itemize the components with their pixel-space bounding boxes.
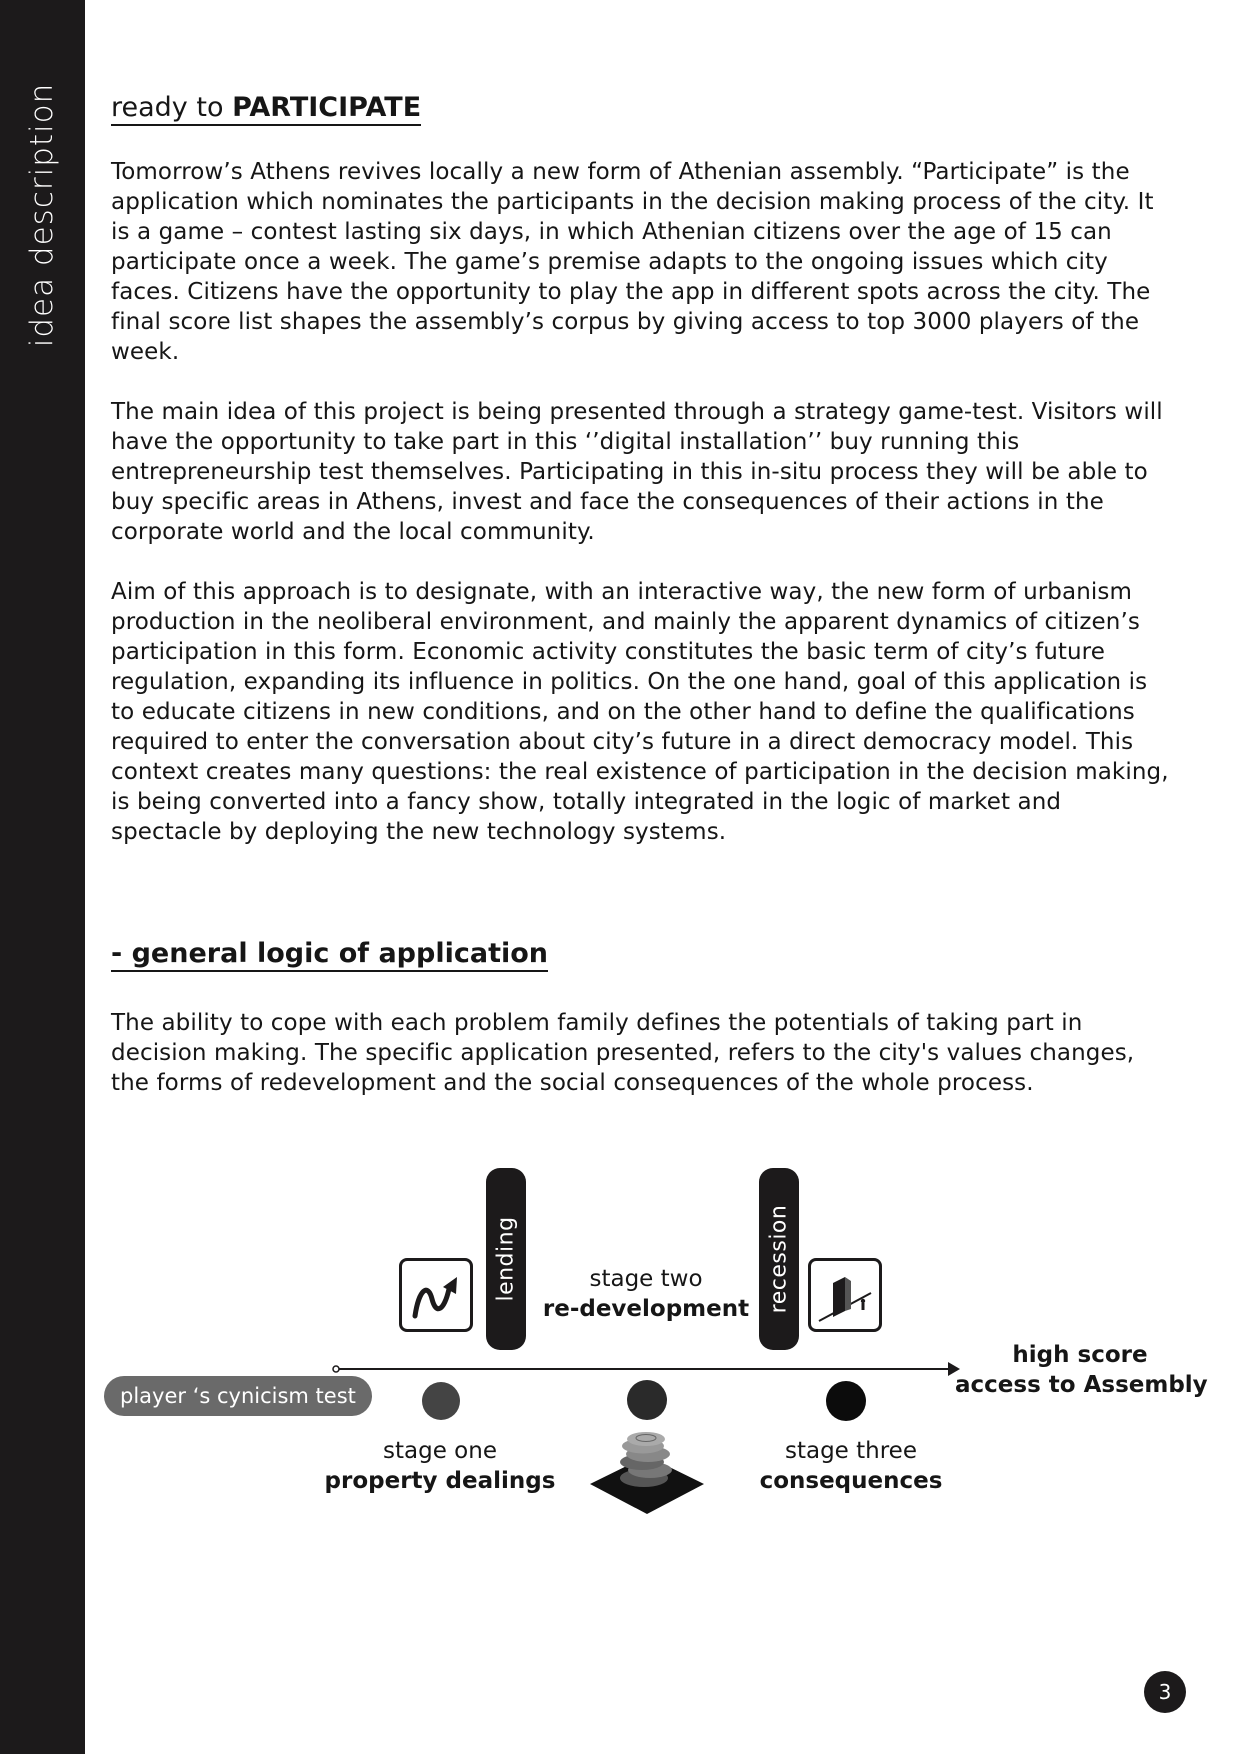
cynicism-test-label: player ‘s cynicism test (104, 1376, 372, 1416)
general-logic-paragraph: The ability to cope with each problem family defines the potentials of taking part in decision making. The specific application presented, refers to the city's values changes, the forms of redevelopment and the social consequences of the whole process. (111, 1010, 1135, 1096)
stage-one-text (320, 1436, 560, 1496)
aim-paragraph: Aim of this approach is to designate, with an interactive way, the new form of urbanism production in the neoliberal environment, and mainly the apparent dynamics of citizen’s participation in this form. Economic activity constitutes the basic term of city’s future regulation, expanding its influence in politics. On the one hand, goal of this application is to educate citizens in new conditions, and on the other hand to define the qualifications required to enter the conversation about city’s future in a direct democracy model. This context creates many questions: the real existence of participation in the decision making, is being converted into a fancy show, totally integrated in the logic of market and spectacle by deploying the new technology systems. (111, 579, 1169, 845)
sidebar-label: idea description (24, 82, 60, 348)
lending-pill (486, 1168, 526, 1350)
recession-label: recession (766, 1204, 792, 1314)
stage-three-subtitle: consequences (759, 1468, 943, 1494)
tower-and-person-icon (808, 1258, 882, 1332)
stage-one-title: stage one (383, 1438, 497, 1464)
stage-two-text (541, 1264, 751, 1324)
growth-curve-icon (399, 1258, 473, 1332)
intro-paragraph: Tomorrow’s Athens revives locally a new form of Athenian assembly. “Participate” is the application which nominates the participants in the decision making process of the city. It is a game – contest lasting six days, in which Athenian citizens over the age of 15 can participate once a week. The game’s premise adapts to the ongoing issues which city faces. Citizens have the opportunity to play the app in different spots across the city. The final score list shapes the assembly’s corpus by giving access to top 3000 players of the week. (111, 159, 1154, 365)
stage-three-dot (826, 1381, 866, 1421)
stage-three-text (751, 1436, 951, 1496)
main-idea-paragraph: The main idea of this project is being presented through a strategy game-test. Visitors will have the opportunity to take part in this ‘’digital installation’’ buy running this entrepreneurship test themselves. Participating in this in-situ process they will be able to buy specific areas in Athens, invest and face the consequences of their actions in the corporate world and the local community. (111, 399, 1163, 545)
goal-line-2: access to Assembly (955, 1372, 1208, 1398)
recession-pill (759, 1168, 799, 1350)
lending-label: lending (493, 1216, 519, 1302)
stacked-coins-icon (588, 1430, 706, 1516)
section-heading-general-logic: - general logic of application (111, 938, 548, 972)
stage-two-dot (627, 1380, 667, 1420)
stage-one-subtitle: property dealings (324, 1468, 556, 1494)
goal-line-1: high score (1012, 1342, 1148, 1368)
stage-two-title: stage two (589, 1266, 703, 1292)
heading-prefix: ready to (111, 92, 233, 123)
goal-text (955, 1340, 1208, 1400)
page-number: 3 (1144, 1671, 1186, 1713)
stage-one-dot (422, 1382, 460, 1420)
heading-emphasis: PARTICIPATE (232, 92, 422, 123)
stage-two-subtitle: re-development (542, 1296, 750, 1322)
stage-three-title: stage three (784, 1438, 917, 1464)
